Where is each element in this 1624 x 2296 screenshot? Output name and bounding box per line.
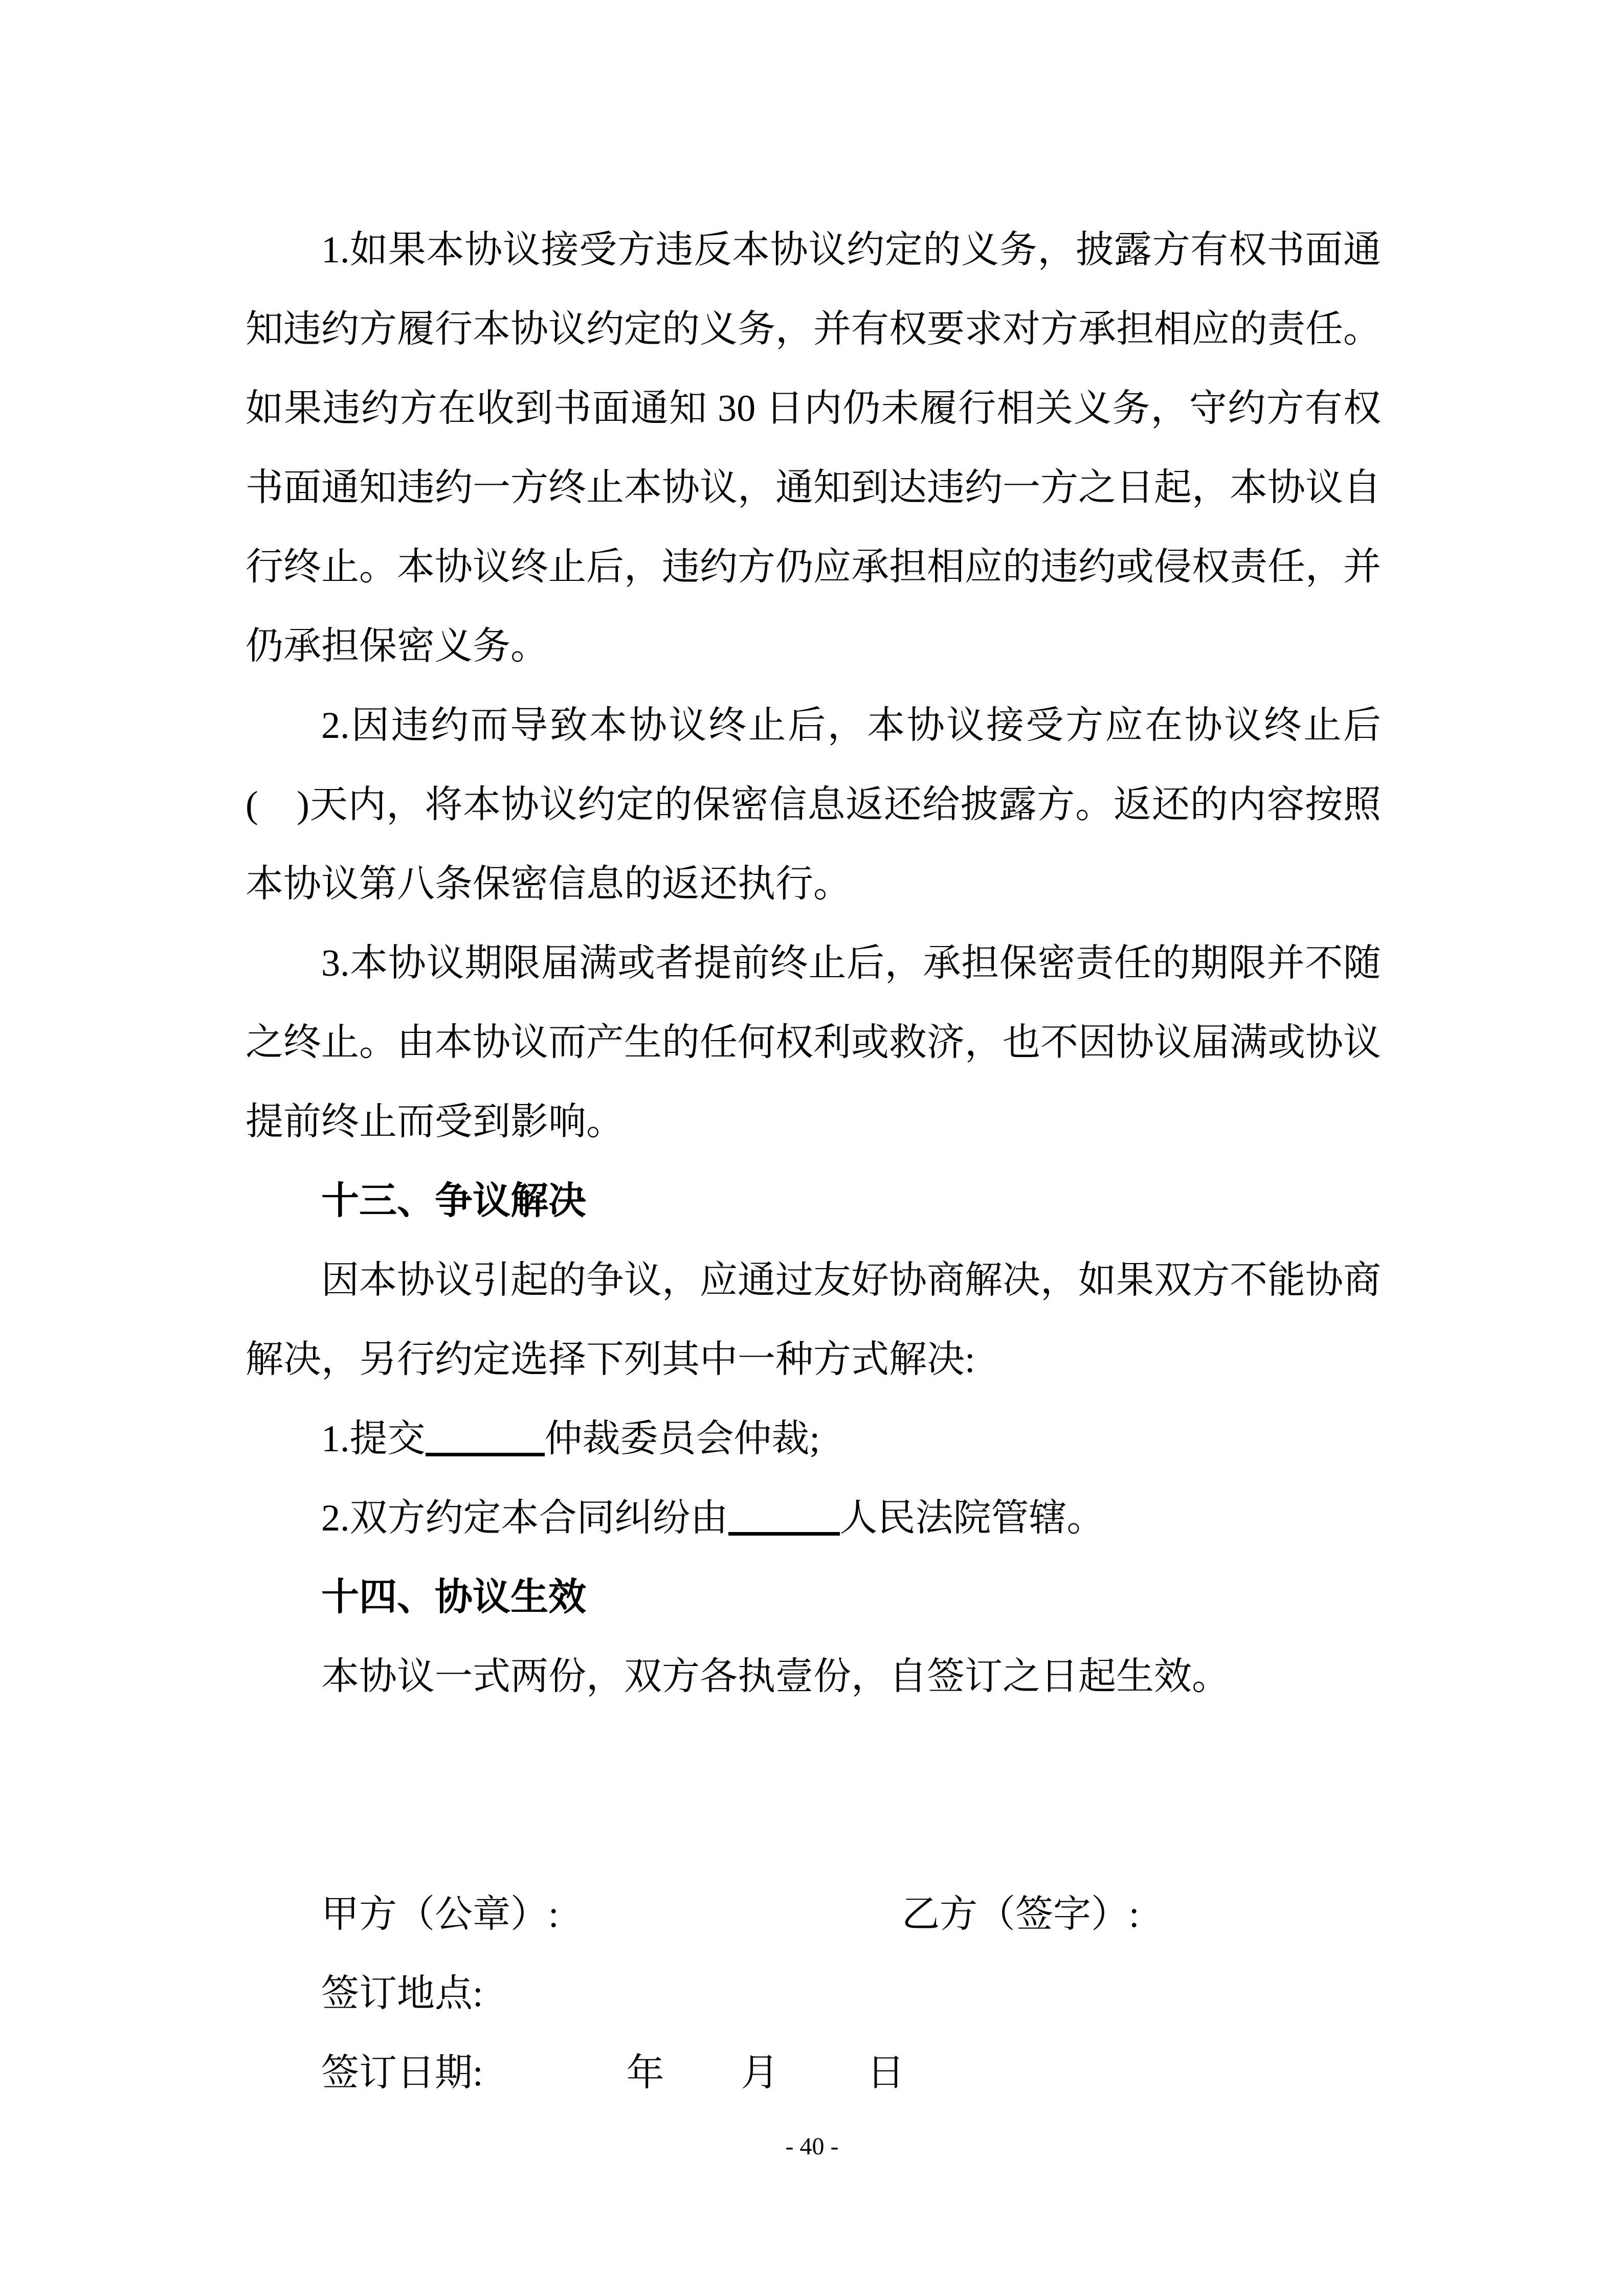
clause-2-line-3: 本协议第八条保密信息的返还执行。 bbox=[246, 863, 851, 905]
month-label: 月 bbox=[741, 2052, 779, 2094]
dispute-line-2: 解决，另行约定选择下列其中一种方式解决: bbox=[246, 1339, 975, 1381]
clause-1-line-5: 行终止。本协议终止后，违约方仍应承担相应的违约或侵权责任，并 bbox=[246, 546, 1381, 588]
court-blank-underline bbox=[728, 1496, 840, 1536]
clause-3-line-1: 3.本协议期限届满或者提前终止后，承担保密责任的期限并不随 bbox=[321, 942, 1381, 984]
signing-place-label: 签订地点: bbox=[321, 1973, 483, 2015]
signature-parties-row bbox=[246, 1875, 1381, 1954]
page-footer bbox=[0, 2126, 1624, 2167]
spacer-line bbox=[246, 1717, 1381, 1796]
clause-3-line-2: 之终止。由本协议而产生的任何权利或救济，也不因协议届满或协议 bbox=[246, 1022, 1381, 1064]
page-number: - 40 - bbox=[785, 2133, 839, 2160]
option-arbitration-suffix: 仲裁委员会仲裁; bbox=[544, 1418, 820, 1460]
option-court-suffix: 人民法院管辖。 bbox=[839, 1497, 1105, 1539]
day-label: 日 bbox=[866, 2052, 905, 2094]
dispute-line-1: 因本协议引起的争议，应通过友好协商解决，如果双方不能协商 bbox=[321, 1259, 1381, 1301]
effectiveness-line: 本协议一式两份，双方各执壹份，自签订之日起生效。 bbox=[321, 1656, 1230, 1698]
party-a-seal-label: 甲方（公章）: bbox=[321, 1894, 559, 1935]
spacer-line bbox=[246, 1796, 1381, 1875]
arbitration-blank-underline bbox=[426, 1417, 545, 1456]
signing-place-row bbox=[246, 1954, 1381, 2034]
clause-2-line-2: ( )天内，将本协议约定的保密信息返还给披露方。返还的内容按照 bbox=[246, 784, 1381, 826]
section-13-heading: 十三、争议解决 bbox=[321, 1180, 586, 1222]
contract-body bbox=[246, 211, 1381, 2113]
clause-1-line-1: 1.如果本协议接受方违反本协议约定的义务，披露方有权书面通 bbox=[321, 229, 1381, 271]
clause-1-line-3: 如果违约方在收到书面通知 30 日内仍未履行相关义务，守约方有权 bbox=[246, 388, 1381, 430]
party-b-sign-label: 乙方（签字）: bbox=[902, 1894, 1140, 1935]
clause-1-line-6: 仍承担保密义务。 bbox=[246, 625, 548, 667]
clause-3-line-3: 提前终止而受到影响。 bbox=[246, 1101, 624, 1143]
option-arbitration bbox=[246, 1400, 1381, 1479]
section-14-heading: 十四、协议生效 bbox=[321, 1577, 586, 1618]
signing-date-label: 签订日期: bbox=[321, 2052, 483, 2094]
clause-1-line-2: 知违约方履行本协议约定的义务，并有权要求对方承担相应的责任。 bbox=[246, 308, 1381, 350]
option-court bbox=[246, 1479, 1381, 1558]
year-label: 年 bbox=[626, 2052, 664, 2094]
option-arbitration-prefix: 1.提交 bbox=[321, 1418, 426, 1460]
option-court-prefix: 2.双方约定本合同纠纷由 bbox=[321, 1497, 728, 1539]
clause-1-line-4: 书面通知违约一方终止本协议，通知到达违约一方之日起，本协议自 bbox=[246, 467, 1381, 509]
signing-date-row bbox=[246, 2034, 1381, 2113]
clause-2-line-1: 2.因违约而导致本协议终止后，本协议接受方应在协议终止后 bbox=[321, 705, 1381, 747]
